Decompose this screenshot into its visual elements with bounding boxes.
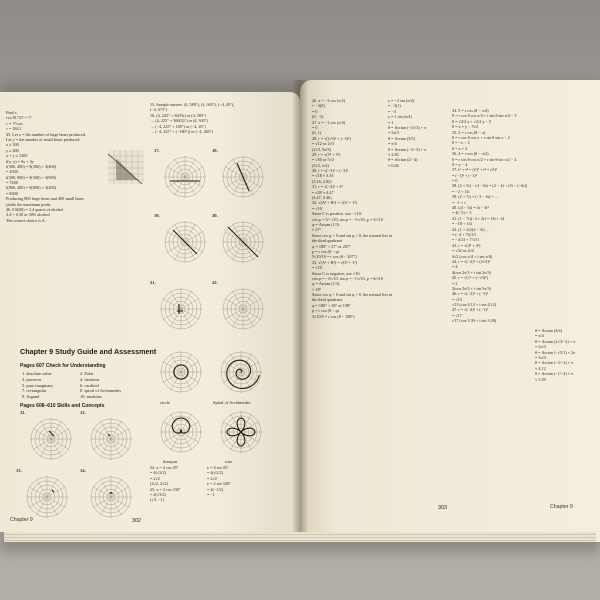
solution-line: = (−4 + 7i)/13 (452, 231, 476, 237)
solution-line: θ = Arctan (4/4) (535, 328, 563, 333)
solution-line: 0 = √2/2 x + √2/2 y − 5 (452, 118, 492, 124)
solution-line: 45. Let x = the number of large bears produced. (6, 131, 86, 137)
solution-line: 40. i(4 − 3i) = 4i − 3i² (452, 205, 489, 211)
solution-line: y = 2 sin 330° (207, 481, 231, 487)
solution-line: 4√2 (cos π/4 + i sin π/4) (452, 253, 493, 259)
solution-line: = 4500 (6, 169, 18, 175)
vocab-item: 6. cardioid (80, 382, 99, 388)
solution-line: = 2π/3 (535, 344, 546, 350)
solution-line: = 7200 (6, 180, 18, 186)
solution-line: → (−4, 225° + 180°) or (−4, 45°) (150, 123, 206, 129)
problem-number: 20. (212, 213, 218, 218)
solution-line: = 5π/3 (535, 354, 546, 360)
solution-line: 24. x = 4 cos 45° (150, 465, 179, 470)
vocab-item: 1. absolute value (22, 371, 52, 376)
solution-line: 27. x = −1 cos (π/4) (312, 119, 346, 125)
solution-line: = √20 ≈ 4.47 (312, 189, 334, 195)
polar-graph (86, 472, 136, 522)
solution-line: = π/4 (388, 141, 397, 147)
solution-line: θ = Arctan (2/−4) (388, 157, 418, 163)
polar-graph (86, 414, 136, 464)
right-col2-right-text (535, 328, 599, 382)
solution-line: = √50 or 5√2 (312, 157, 334, 163)
left-page (0, 92, 300, 532)
problem-number: 12. (80, 410, 86, 415)
problem-number: 21. (150, 280, 156, 285)
solution-line: = √18 ≈ 3.16 (312, 173, 334, 179)
vocab-list-left (22, 371, 53, 400)
solution-line: 32. √(A² + B²) = √(3² + 1²) (312, 200, 357, 206)
solution-line: = −18 + 14i (452, 221, 472, 227)
solution-line: φ = Arctan (1/3) (312, 281, 340, 287)
solution-line: = √13 (452, 296, 462, 302)
polar-graph (22, 472, 72, 522)
solution-line: Since cos φ < 0 and sin φ < 0, the normal lies in (312, 232, 392, 238)
right-col1-right-text (388, 98, 452, 168)
solution-line: 38. (2 + 5i) − (4 − 6i) = (2 − 4) + (5i − (−6i)) (452, 183, 528, 189)
solution-line: = 4(−3) + 3 (452, 210, 472, 216)
solution-line: 2.4 = 0.30 or 30% alcohol (6, 212, 50, 218)
polar-graph (216, 407, 266, 457)
solution-line: 29. r = √(5² + 5²) (312, 151, 341, 157)
solution-line: = (−1)³ + (−1)² (452, 172, 477, 178)
solution-line: = √10 (312, 205, 322, 211)
problem-number: 18. (212, 148, 218, 153)
solution-line: Since C is positive, use −√10. (312, 211, 362, 217)
solution-line: cos φ = −3/√10, sin φ = −1/√10, p = 6/√10 (312, 275, 383, 281)
solution-line: → (−4, 225° + (−180°)) or (−4, 405°) (150, 128, 213, 134)
solution-line: the third quadrant. (312, 297, 343, 303)
solution-line: 3√10/5 = r cos (θ − 198°) (312, 313, 355, 319)
solution-line: 42. (1 + 2i)/(2 − 3i) ... (452, 226, 489, 232)
polar-graph (156, 347, 206, 397)
left-footer-chapter: Chapter 9 (10, 517, 33, 523)
polar-graph (160, 217, 210, 267)
polar-graph (26, 414, 76, 464)
solution-line: θ = Arctan (−3/−2) + π (535, 360, 574, 366)
solution-line: 43. r = √(4² + 4²) (452, 242, 481, 248)
solution-line: = −3 (388, 108, 396, 114)
solution-line: = 0 (312, 108, 318, 114)
solution-line: 0 = x + 2 (452, 145, 468, 151)
solution-line: θ = Arctan (−3/−3) + π (388, 146, 427, 152)
solution-line: 0 = y − 4 (452, 161, 468, 167)
solution-line: 0 = r cos θ cos π/2 + r sin θ sin π/2 − 4 (452, 156, 517, 162)
solution-line: y = −3 sin (π/2) (388, 98, 415, 103)
solution-line: θ = Arctan (−1/−4) + π (535, 371, 574, 377)
chapter-study-guide-heading: Chapter 9 Study Guide and Assessment (20, 347, 157, 356)
solution-line: = √32 or 4√2 (452, 248, 474, 254)
solution-line: Let y = the number of small bears produced. (6, 136, 81, 142)
solution-line: θ = Arctan (5/5) (388, 135, 416, 141)
solution-line: 35. 2 = r cos (θ − π) (452, 129, 486, 135)
solution-line: = −1 + i (452, 199, 466, 205)
solution-line: = 4 (452, 264, 458, 270)
solution-line: Find c. (6, 110, 18, 115)
solution-line: c = 184.1 (6, 126, 22, 132)
solution-line: ≈ 2.82 (388, 151, 399, 157)
fig-label-circle: circle (160, 400, 170, 405)
solution-line: 15. Sample answer: (4, 580°), (4, 945°), (−4, 45°), (150, 102, 235, 107)
solution-line: (3.16, 2.82) (312, 178, 332, 184)
right-col1-text (312, 98, 392, 319)
solution-line: √17 (cos 3.39 + i sin 3.39) (452, 318, 497, 324)
solution-line: = 2√2 (207, 475, 217, 481)
check-for-understanding-title: Pages 607 Check for Understanding (20, 363, 106, 369)
polar-graph (216, 347, 266, 397)
solution-line: (0, −3) (312, 114, 324, 120)
solution-line: 46. r = √(−2)² + (−3)² (452, 291, 488, 297)
solution-line: y = 4 sin 45° (207, 465, 229, 470)
vocab-item: 4. iteration (80, 376, 100, 382)
solution-line: = 8400 (6, 190, 18, 196)
problem-number: 11. (20, 410, 26, 415)
solution-line: 0 = r cos θ cos π + r sin θ sin π − 2 (452, 134, 510, 140)
solution-line: x ≥ 300 (6, 142, 19, 148)
solution-line: Since C is negative, use √10. (312, 270, 361, 276)
solution-line: cos φ = 3/−√10, sin φ = −1/√10, p = 5/√10 (312, 216, 383, 222)
solution-line: θ = Arctan (2√3/−2) + π (535, 338, 576, 344)
solution-line: The correct choice is A. (6, 217, 46, 223)
polar-graph (156, 284, 206, 334)
solution-line: 41. (1 − 7i)(−4 + 2i) = 14i + 14 (452, 215, 505, 221)
problem-number: 17. (154, 148, 160, 153)
solution-line: = −1 (207, 491, 215, 497)
solution-line: 34. 5 = r cos (θ − π/4) (452, 108, 489, 113)
vocab-item: 2. Polar (80, 371, 94, 376)
solution-line: 36. 4 = r cos (θ − π/2) (452, 151, 489, 157)
vocab-item: 3. prosecer (22, 376, 42, 382)
solution-line: = −3(0) (312, 103, 325, 109)
solution-line: = 2(−1/2) (207, 486, 224, 492)
problem-number: 19. (154, 213, 160, 218)
polar-graph (218, 152, 268, 202)
vocab-item: 10. modulus (80, 394, 102, 400)
skills-and-concepts-title: Pages 608–610 Skills and Concepts (20, 403, 105, 409)
solution-line: ≈ 3.39 (535, 376, 546, 382)
solution-line: cos 81°33' = ?? (6, 115, 32, 121)
solution-line: = √17 (452, 312, 462, 318)
right-col2-text (452, 108, 544, 324)
solution-line: (−4, 675°) (150, 107, 168, 113)
vocab-list-right (80, 371, 121, 400)
solution-line: = 1 (388, 119, 394, 125)
left-col2-text (150, 102, 295, 134)
solution-line: 25. x = 2 cos 330° (150, 486, 181, 492)
solution-line: = 4(√2/2) (207, 470, 223, 476)
solution-line: 4(cos 2π/3 + i sin 2π/3) (452, 269, 492, 275)
vocab-item: 5. pure imaginary (22, 382, 54, 388)
solution-line: = 4(√2/2) (150, 470, 166, 476)
solution-line: 5√10/10 = r cos (θ − 207°) (312, 254, 357, 260)
solution-line: f(800, 400) = 9(800) + 3(400) (6, 185, 57, 191)
solution-line: (√3, −1) (150, 497, 164, 503)
solution-line: ≈ 4.12 (535, 365, 546, 371)
solution-line: 44. r = √(−2)² + (2√3)² (452, 258, 490, 264)
solution-line: = 2√2 (150, 475, 160, 481)
solution-line: 28. r = √((√3)² + (−3)²) (312, 135, 351, 141)
vocab-item: 9. Argand (22, 394, 40, 400)
left-col2-bottom-right-text (207, 465, 277, 497)
solution-line: ≈ 18° (312, 286, 322, 292)
solution-line: → (4, 225° + 360(2)°) or (4, 945°) (150, 118, 208, 124)
left-page-number: 302 (132, 518, 141, 524)
right-page-number: 303 (438, 505, 447, 511)
solution-line: 31. r = √(−4)² + 2² (312, 184, 343, 190)
solution-line: θ = Arctan (−3/√3) + π (388, 124, 427, 130)
solution-line: 33. √(A² + B²) = √(3² + 1²) (312, 259, 357, 265)
solution-line: (2√3, 5π/3) (312, 146, 331, 152)
solution-line: = −3(1) (388, 103, 401, 109)
solution-line: 46. 0.8(60) = 2.4 quarts of alcohol (6, 207, 64, 213)
solution-line: 45. r = √(1² + (−√3)²) (452, 275, 488, 281)
fig-label-limacon: limaçon (163, 459, 178, 464)
solution-line: Since cos φ < 0 and sin φ < 0, the normal lies in (312, 292, 392, 298)
solution-line: y = 1 sin (π/4) (388, 114, 412, 120)
feasible-region-graph (108, 150, 144, 184)
solution-line: 0 = −x − 2 (452, 140, 470, 146)
solution-line: φ = 180° + 27° or 207° (312, 243, 351, 249)
problem-number: 22. (212, 280, 218, 285)
solution-line: 16. (4, 225° + 360°k) or (4, 585°) (150, 112, 207, 118)
solution-line: ≈ 0.46 (388, 162, 399, 168)
solution-line: √13 (cos 4.12 + i sin 4.12) (452, 302, 497, 308)
solution-line: 26. x = −3 cos (π/2) (312, 98, 346, 103)
solution-line: p = r cos (θ − φ) (312, 308, 340, 314)
solution-line: p = r cos (θ − φ) (312, 248, 340, 254)
solution-line: = π/4 (535, 333, 544, 339)
solution-line: 30. r = √(−3)² + (−3)² (312, 168, 348, 174)
problem-number: 13. (16, 468, 22, 473)
solution-line: (5√2, π/4) (312, 162, 329, 168)
solution-line: 2(cos 5π/3 + i sin 5π/3) (452, 285, 492, 291)
solution-line: (2√2, 2√2) (150, 481, 168, 487)
solution-line: f(x, y) = 9x + 3y (6, 158, 34, 164)
solution-line: φ = Arctan (1/3) (312, 221, 340, 227)
polar-graph (160, 152, 210, 202)
solution-line: yields the maximum profit. (6, 201, 52, 207)
solution-line: = √10 (312, 265, 322, 271)
solution-line: ≈ 27° (312, 227, 322, 233)
solution-line: (0, 1) (312, 130, 322, 136)
polar-graph (218, 217, 268, 267)
solution-line: = 2(√3/2) (150, 491, 166, 497)
solution-line: c = ??/cos (6, 120, 23, 126)
solution-line: θ = Arctan (−√3/1) + 2π (535, 349, 576, 355)
solution-line: = 0 (312, 124, 318, 130)
right-page (300, 80, 600, 542)
vocab-item: 7. rectangular (22, 388, 47, 394)
solution-line: = −2 + 11i (452, 188, 470, 194)
vocab-item: 8. spiral of Archimedes (80, 388, 121, 394)
solution-line: (4.47, 0.46) (312, 195, 332, 201)
fig-label-spiral: Spiral of Archimedes (213, 400, 251, 405)
solution-line: 39. (2 + 7i) + (−3 − 6i) = ... (452, 194, 498, 200)
solution-line: 0 = x + y − 5√2 (452, 124, 479, 130)
solution-line: f(300, 400) = 9(300) + 3(400) (6, 163, 57, 169)
solution-line: 0 = r cos θ cos π/4 + r sin θ sin π/4 − 5 (452, 113, 517, 119)
polar-graph (156, 407, 206, 457)
book-gutter (292, 80, 308, 540)
solution-line: 37. i⁶ + i⁴ = (i²)³ + i⁴ = (i²)² (452, 167, 497, 173)
page-edges (4, 532, 596, 542)
solution-line: = 5π/3 (388, 130, 399, 136)
solution-line: 47. r = √(−4)² + (−1)² (452, 307, 488, 313)
solution-line: the third quadrant. (312, 238, 343, 244)
solution-line: = √12 or 2√3 (312, 141, 334, 147)
solution-line: x + y ≤ 1200 (6, 153, 28, 159)
solution-line: φ = 180° + 18° or 198° (312, 302, 351, 308)
polar-graph (218, 284, 268, 334)
problem-number: 14. (80, 468, 86, 473)
solution-line: = −4/13 + 7/13 i (452, 237, 480, 243)
solution-line: y ≥ 400 (6, 147, 19, 153)
fig-label-rose: rose (225, 459, 233, 464)
solution-line: f(300, 900) = 9(300) + 3(900) (6, 174, 57, 180)
right-footer-chapter: Chapter 9 (550, 504, 573, 510)
solution-line: = 0 (452, 178, 458, 184)
solution-line: = 2 (452, 280, 458, 286)
solution-line: Producing 800 large bears and 400 small bears (6, 196, 85, 202)
